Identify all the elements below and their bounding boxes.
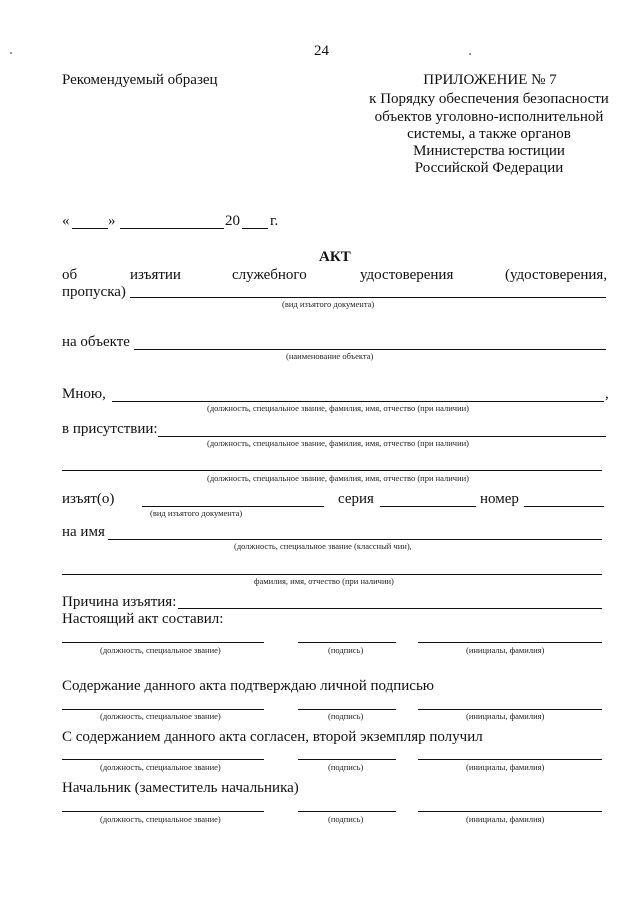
caption-person-1: (должность, специальное звание, фамилия, имя, отчество (при наличии) [207, 403, 470, 413]
caption-sig-initials-3: (инициалы, фамилия) [466, 762, 545, 772]
chief-position-blank[interactable] [62, 811, 264, 812]
compiled-label: Настоящий акт составил: [62, 611, 224, 627]
appendix-line-4: Министерства юстиции [413, 143, 565, 159]
date-open-quote: « [62, 213, 70, 229]
subject-word-3: служебного [232, 267, 307, 283]
number-label: номер [480, 491, 519, 507]
caption-sig-signature-1: (подпись) [328, 645, 364, 655]
appendix-line-5: Российской Федерации [414, 160, 564, 176]
series-blank[interactable] [380, 506, 476, 507]
seized-document-blank[interactable] [142, 506, 324, 507]
reason-label: Причина изъятия: [62, 594, 177, 610]
caption-document-type: (вид изъятого документа) [282, 299, 375, 309]
confirm-position-blank[interactable] [62, 709, 264, 710]
date-close-quote: » [108, 213, 116, 229]
caption-person-2: (должность, специальное звание, фамилия, имя, отчество (при наличии) [207, 438, 470, 448]
caption-sig-signature-3: (подпись) [328, 762, 364, 772]
agree-label: С содержанием данного акта согласен, второй экземпляр получил [62, 729, 483, 745]
compiler-initials-blank[interactable] [418, 642, 602, 643]
by-me-label: Мною, [62, 386, 106, 402]
appendix-line-3: системы, а также органов [407, 126, 571, 142]
caption-sig-initials-4: (инициалы, фамилия) [466, 814, 545, 824]
caption-sig-initials-2: (инициалы, фамилия) [466, 711, 545, 721]
caption-sig-position-4: (должность, специальное звание) [100, 814, 221, 824]
chief-initials-blank[interactable] [418, 811, 602, 812]
appendix-line-2: объектов уголовно-исполнительной [374, 109, 604, 125]
agree-initials-blank[interactable] [418, 759, 602, 760]
reason-blank[interactable] [178, 608, 602, 609]
caption-sig-initials-1: (инициалы, фамилия) [466, 645, 545, 655]
subject-word-5: (удостоверения, [505, 267, 608, 283]
caption-sig-signature-2: (подпись) [328, 711, 364, 721]
presence-blank-1[interactable] [158, 436, 606, 437]
caption-object-name: (наименование объекта) [286, 351, 374, 361]
confirm-signature-blank[interactable] [298, 709, 396, 710]
caption-position-rank: (должность, специальное звание (классный чин), [234, 541, 412, 551]
caption-seized-document: (вид изъятого документа) [150, 508, 243, 518]
caption-person-3: (должность, специальное звание, фамилия, имя, отчество (при наличии) [207, 473, 470, 483]
caption-sig-position-1: (должность, специальное звание) [100, 645, 221, 655]
compiler-position-blank[interactable] [62, 642, 264, 643]
caption-sig-position-2: (должность, специальное звание) [100, 711, 221, 721]
presence-label: в присутствии: [62, 421, 158, 437]
caption-sig-signature-4: (подпись) [328, 814, 364, 824]
object-name-blank[interactable] [134, 349, 606, 350]
agree-signature-blank[interactable] [298, 759, 396, 760]
number-blank[interactable] [524, 506, 604, 507]
subject-word-4: удостоверения [360, 267, 454, 283]
appendix-title: ПРИЛОЖЕНИЕ № 7 [423, 72, 557, 88]
document-type-blank[interactable] [130, 297, 606, 298]
scan-speck [469, 53, 471, 55]
caption-sig-position-3: (должность, специальное звание) [100, 762, 221, 772]
date-year-suffix: г. [270, 213, 279, 229]
object-label: на объекте [62, 334, 130, 350]
confirm-initials-blank[interactable] [418, 709, 602, 710]
series-label: серия [338, 491, 374, 507]
confirm-label: Содержание данного акта подтверждаю личной подписью [62, 678, 435, 694]
name-blank-1[interactable] [108, 539, 602, 540]
subject-word-2: изъятии [130, 267, 181, 283]
chief-label: Начальник (заместитель начальника) [62, 780, 299, 796]
presence-blank-2[interactable] [62, 470, 602, 471]
subject-word-1: об [62, 267, 78, 283]
seized-label: изъят(о) [62, 491, 115, 507]
date-year-prefix: 20 [225, 213, 240, 229]
subject-line-2: пропуска) [62, 284, 126, 300]
scan-speck [10, 52, 12, 54]
date-year-blank[interactable] [242, 228, 268, 229]
date-day-blank[interactable] [72, 228, 108, 229]
recommended-sample-label: Рекомендуемый образец [62, 72, 218, 88]
page-number: 24 [314, 43, 329, 59]
appendix-line-1: к Порядку обеспечения безопасности [369, 91, 609, 107]
date-month-blank[interactable] [120, 228, 224, 229]
agree-position-blank[interactable] [62, 759, 264, 760]
chief-signature-blank[interactable] [298, 811, 396, 812]
by-me-comma: , [605, 386, 609, 402]
name-label: на имя [62, 524, 105, 540]
by-me-blank[interactable] [112, 401, 604, 402]
caption-fio: фамилия, имя, отчество (при наличии) [254, 576, 394, 586]
name-blank-2[interactable] [62, 574, 602, 575]
act-title: АКТ [319, 249, 351, 265]
compiler-signature-blank[interactable] [298, 642, 396, 643]
